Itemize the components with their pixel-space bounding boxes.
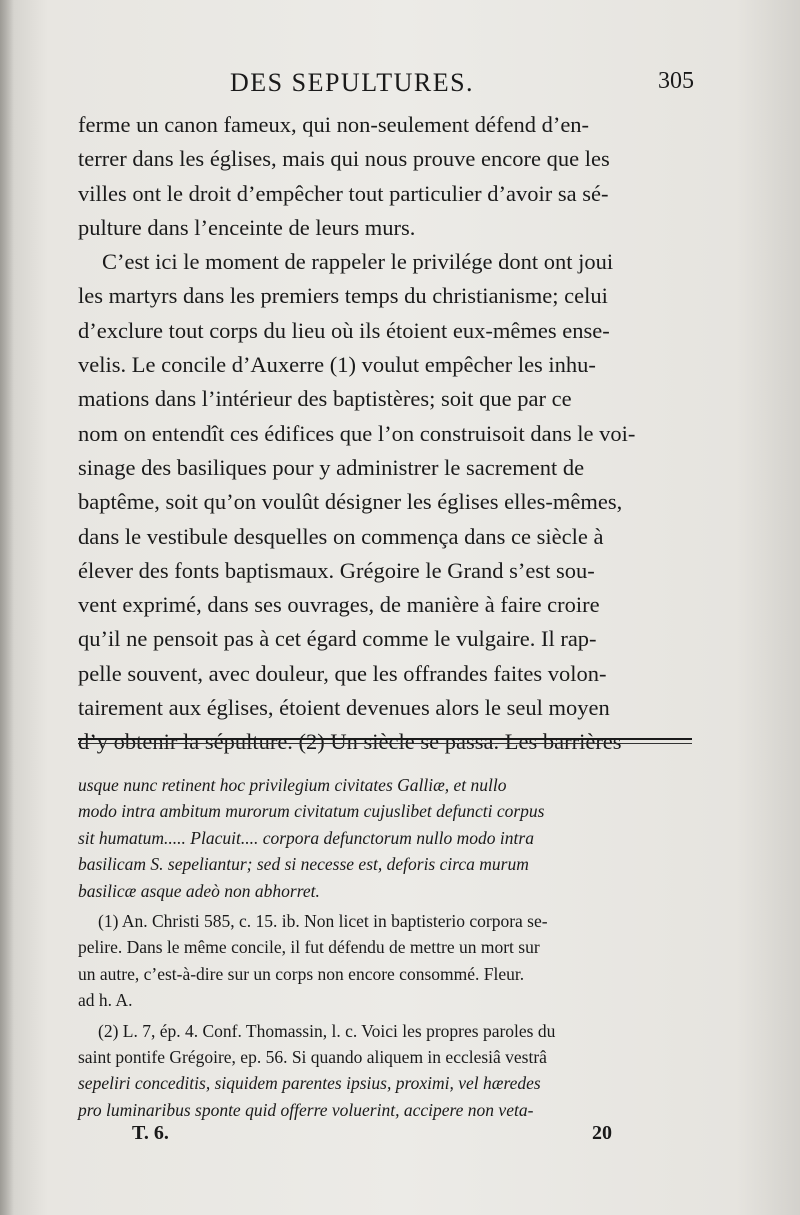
main-text <box>78 108 696 760</box>
footnote-line: sit humatum..... Placuit.... corpora defunctorum nullo modo intra <box>78 827 534 848</box>
text-line: velis. Le concile d’Auxerre (1) voulut empêcher les inhu- <box>78 352 596 378</box>
footnote-line: basilicæ asque adeò non abhorret. <box>78 880 320 901</box>
page-number: 305 <box>658 68 694 94</box>
page-header <box>230 68 694 104</box>
footnote-line: sepeliri conceditis, siquidem parentes ipsius, proximi, vel hæredes <box>78 1073 541 1094</box>
footnote-line: ad h. A. <box>78 990 133 1011</box>
text-line: les martyrs dans les premiers temps du christianisme; celui <box>78 283 608 309</box>
running-head: DES SEPULTURES. <box>230 68 475 97</box>
text-line: qu’il ne pensoit pas à cet égard comme le vulgaire. Il rap- <box>78 626 597 652</box>
text-line: élever des fonts baptismaux. Grégoire le Grand s’est sou- <box>78 557 595 583</box>
footnote-rule <box>78 738 692 740</box>
page-footer <box>132 1122 612 1152</box>
footnotes <box>78 772 692 1123</box>
text-line: tairement aux églises, étoient devenues alors le seul moyen <box>78 695 610 721</box>
text-line: villes ont le droit d’empêcher tout particulier d’avoir sa sé- <box>78 180 609 206</box>
footnote-line: basilicam S. sepeliantur; sed si necesse est, deforis circa murum <box>78 854 529 875</box>
text-line: dans le vestibule desquelles on commença dans ce siècle à <box>78 523 604 549</box>
footnote-line: usque nunc retinent hoc privilegium civitates Galliæ, et nullo <box>78 775 507 795</box>
signature-mark: T. 6. <box>132 1122 169 1144</box>
signature-number: 20 <box>592 1122 612 1144</box>
text-line: pulture dans l’enceinte de leurs murs. <box>78 214 416 240</box>
text-line: mations dans l’intérieur des baptistères; soit que par ce <box>78 386 572 412</box>
text-line: terrer dans les églises, mais qui nous prouve encore que les <box>78 146 610 172</box>
footnote-line: pelire. Dans le même concile, il fut défendu de mettre un mort sur <box>78 937 540 958</box>
text-line: d’y obtenir la sépulture. (2) Un siècle se passa. Les barrières <box>78 729 622 755</box>
text-line: vent exprimé, dans ses ouvrages, de manière à faire croire <box>78 592 600 618</box>
text-line: pelle souvent, avec douleur, que les offrandes faites volon- <box>78 660 607 686</box>
footnote-line: saint pontife Grégoire, ep. 56. Si quando aliquem in ecclesiâ vestrâ <box>78 1047 547 1068</box>
text-line: sinage des basiliques pour y administrer le sacrement de <box>78 454 585 480</box>
text-line: C’est ici le moment de rappeler le privilége dont ont joui <box>102 249 614 275</box>
text-line: nom on entendît ces édifices que l’on construisoit dans le voi- <box>78 420 636 446</box>
footnote-line: (1) An. Christi 585, c. 15. ib. Non licet in baptisterio corpora se- <box>98 911 548 932</box>
footnote-line: pro luminaribus sponte quid offerre voluerint, accipere non veta- <box>78 1099 534 1120</box>
text-line: ferme un canon fameux, qui non-seulement défend d’en- <box>78 112 590 137</box>
text-line: d’exclure tout corps du lieu où ils étoient eux-mêmes ense- <box>78 317 610 343</box>
footnote-line: modo intra ambitum murorum civitatum cujuslibet defuncti corpus <box>78 801 545 822</box>
footnote-rule-thin <box>78 743 692 744</box>
footnote-line: (2) L. 7, ép. 4. Conf. Thomassin, l. c. Voici les propres paroles du <box>98 1020 556 1041</box>
footnote-line: un autre, c’est-à-dire sur un corps non encore consommé. Fleur. <box>78 963 525 984</box>
text-line: baptême, soit qu’on voulût désigner les églises elles-mêmes, <box>78 489 623 515</box>
